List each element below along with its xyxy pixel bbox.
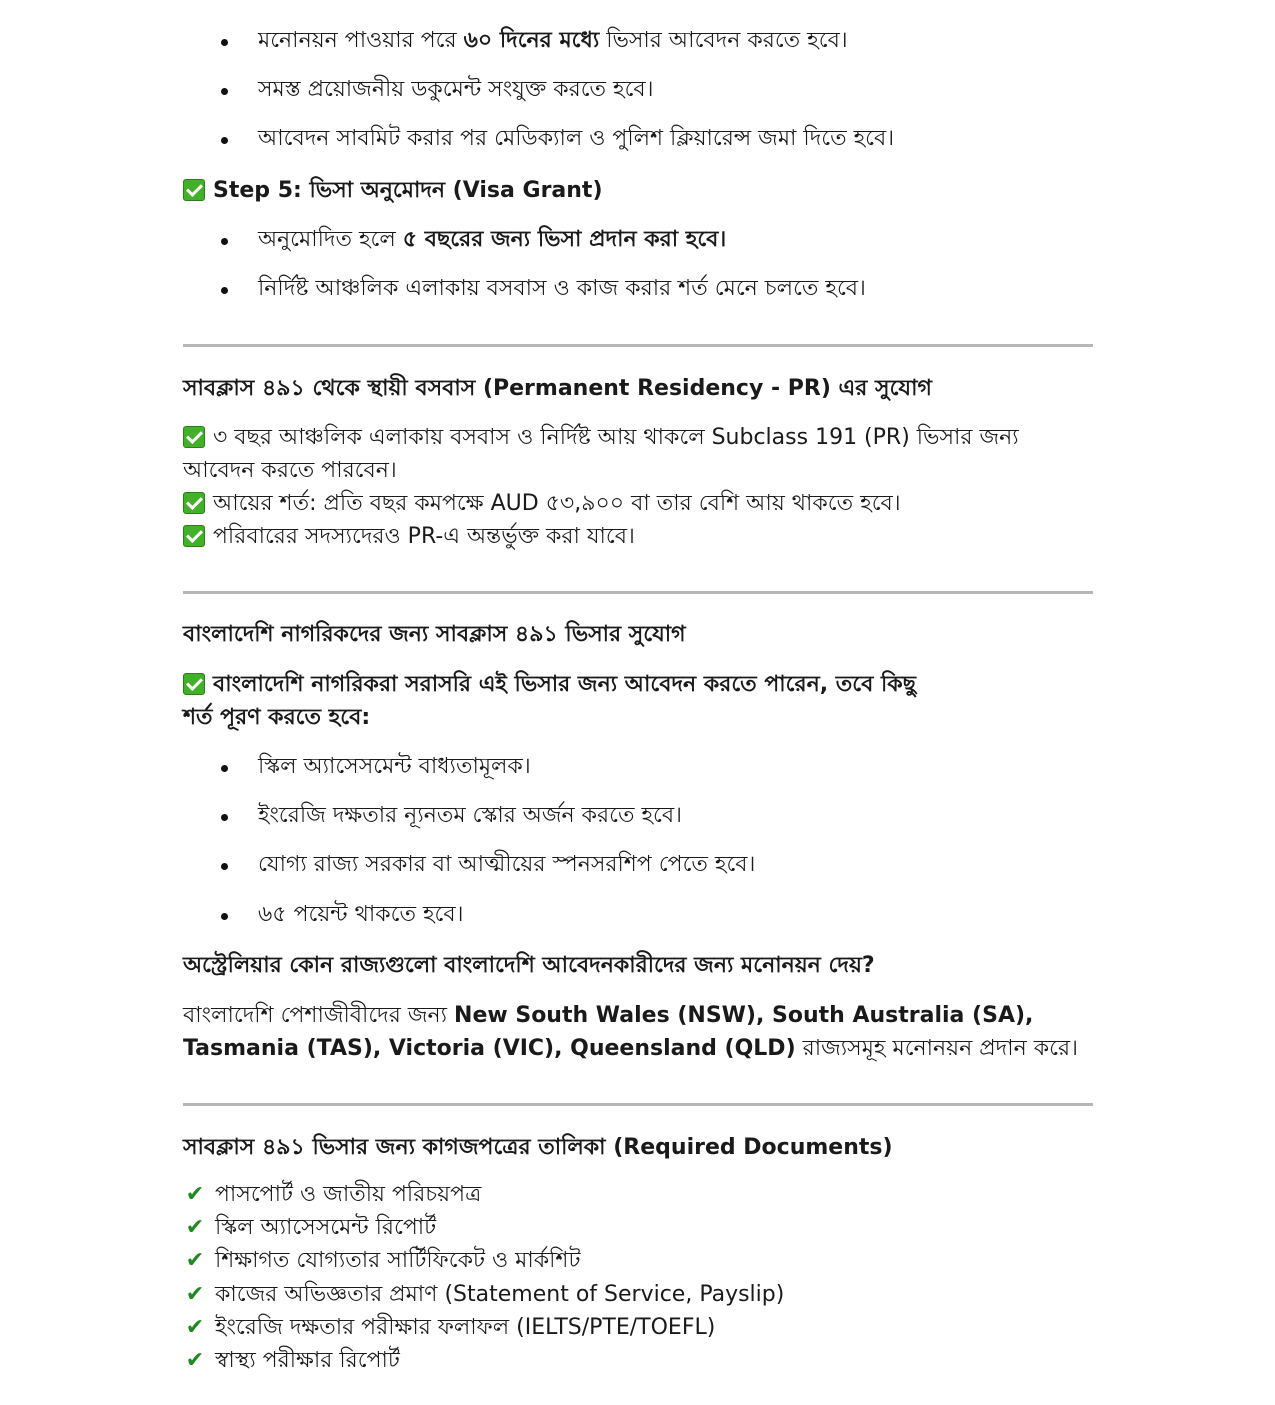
bullet-dot	[221, 814, 228, 821]
bullet-dot	[221, 88, 228, 95]
list-item: ✔ স্কিল অ্যাসেসমেন্ট রিপোর্ট	[183, 1213, 1093, 1243]
check-mark-icon: ✔	[185, 1182, 205, 1207]
check-box-icon	[183, 492, 205, 514]
check-mark-icon: ✔	[185, 1248, 205, 1273]
step5-heading: Step 5: ভিসা অনুমোদন (Visa Grant)	[183, 176, 1093, 206]
states-paragraph: বাংলাদেশি পেশাজীবীদের জন্য New South Wales (NSW), South Australia (SA), Tasmania (TAS), Victoria (VIC), Queensland (QLD) রাজ্যসমূহ মনোনয়ন প্রদান করে।	[183, 1003, 1078, 1061]
check-box-icon	[183, 673, 205, 695]
check-mark-icon: ✔	[185, 1348, 205, 1373]
check-box-icon	[183, 426, 205, 448]
bullet-dot	[221, 39, 228, 46]
bullet-dot	[221, 137, 228, 144]
docs-heading: সাবক্লাস ৪৯১ ভিসার জন্য কাগজপত্রের তালিকা (Required Documents)	[183, 1135, 893, 1160]
bd-heading: বাংলাদেশি নাগরিকদের জন্য সাবক্লাস ৪৯১ ভিসার সুযোগ	[183, 622, 686, 647]
check-mark-icon: ✔	[185, 1315, 205, 1340]
check-box-icon	[183, 525, 205, 547]
divider	[183, 591, 1093, 594]
states-heading: অস্ট্রেলিয়ার কোন রাজ্যগুলো বাংলাদেশি আবেদনকারীদের জন্য মনোনয়ন দেয়?	[183, 953, 875, 978]
bullet-dot	[221, 287, 228, 294]
list-item: ✔ স্বাস্থ্য পরীক্ষার রিপোর্ট	[183, 1346, 1093, 1376]
divider	[183, 1103, 1093, 1106]
bd-intro: বাংলাদেশি নাগরিকরা সরাসরি এই ভিসার জন্য আবেদন করতে পারেন, তবে কিছু শর্ত পূরণ করতে হবে:	[183, 672, 917, 730]
pr-paragraph: ৩ বছর আঞ্চলিক এলাকায় বসবাস ও নির্দিষ্ট আয় থাকলে Subclass 191 (PR) ভিসার জন্য আবেদন করতে পারবেন। আয়ের শর্ত: প্রতি বছর কমপক্ষে AUD ৫৩,৯০০ বা তার বেশি আয় থাকতে হবে। পরিবারের সদস্যদেরও PR-এ অন্তর্ভুক্ত করা যাবে।	[183, 425, 1019, 549]
bullet-dot	[221, 238, 228, 245]
check-box-icon	[183, 179, 205, 201]
list-item: ✔ কাজের অভিজ্ঞতার প্রমাণ (Statement of Service, Payslip)	[183, 1280, 1093, 1310]
bullet-dot	[221, 863, 228, 870]
check-mark-icon: ✔	[185, 1215, 205, 1240]
check-mark-icon: ✔	[185, 1282, 205, 1307]
divider	[183, 344, 1093, 347]
list-item: ✔ শিক্ষাগত যোগ্যতার সার্টিফিকেট ও মার্কশিট	[183, 1246, 1093, 1276]
list-item: ✔ পাসপোর্ট ও জাতীয় পরিচয়পত্র	[183, 1180, 1093, 1210]
bullet-dot	[221, 765, 228, 772]
pr-heading: সাবক্লাস ৪৯১ থেকে স্থায়ী বসবাস (Permanent Residency - PR) এর সুযোগ	[183, 376, 932, 401]
bullet-dot	[221, 913, 228, 920]
list-item: ✔ ইংরেজি দক্ষতার পরীক্ষার ফলাফল (IELTS/PTE/TOEFL)	[183, 1313, 1093, 1343]
